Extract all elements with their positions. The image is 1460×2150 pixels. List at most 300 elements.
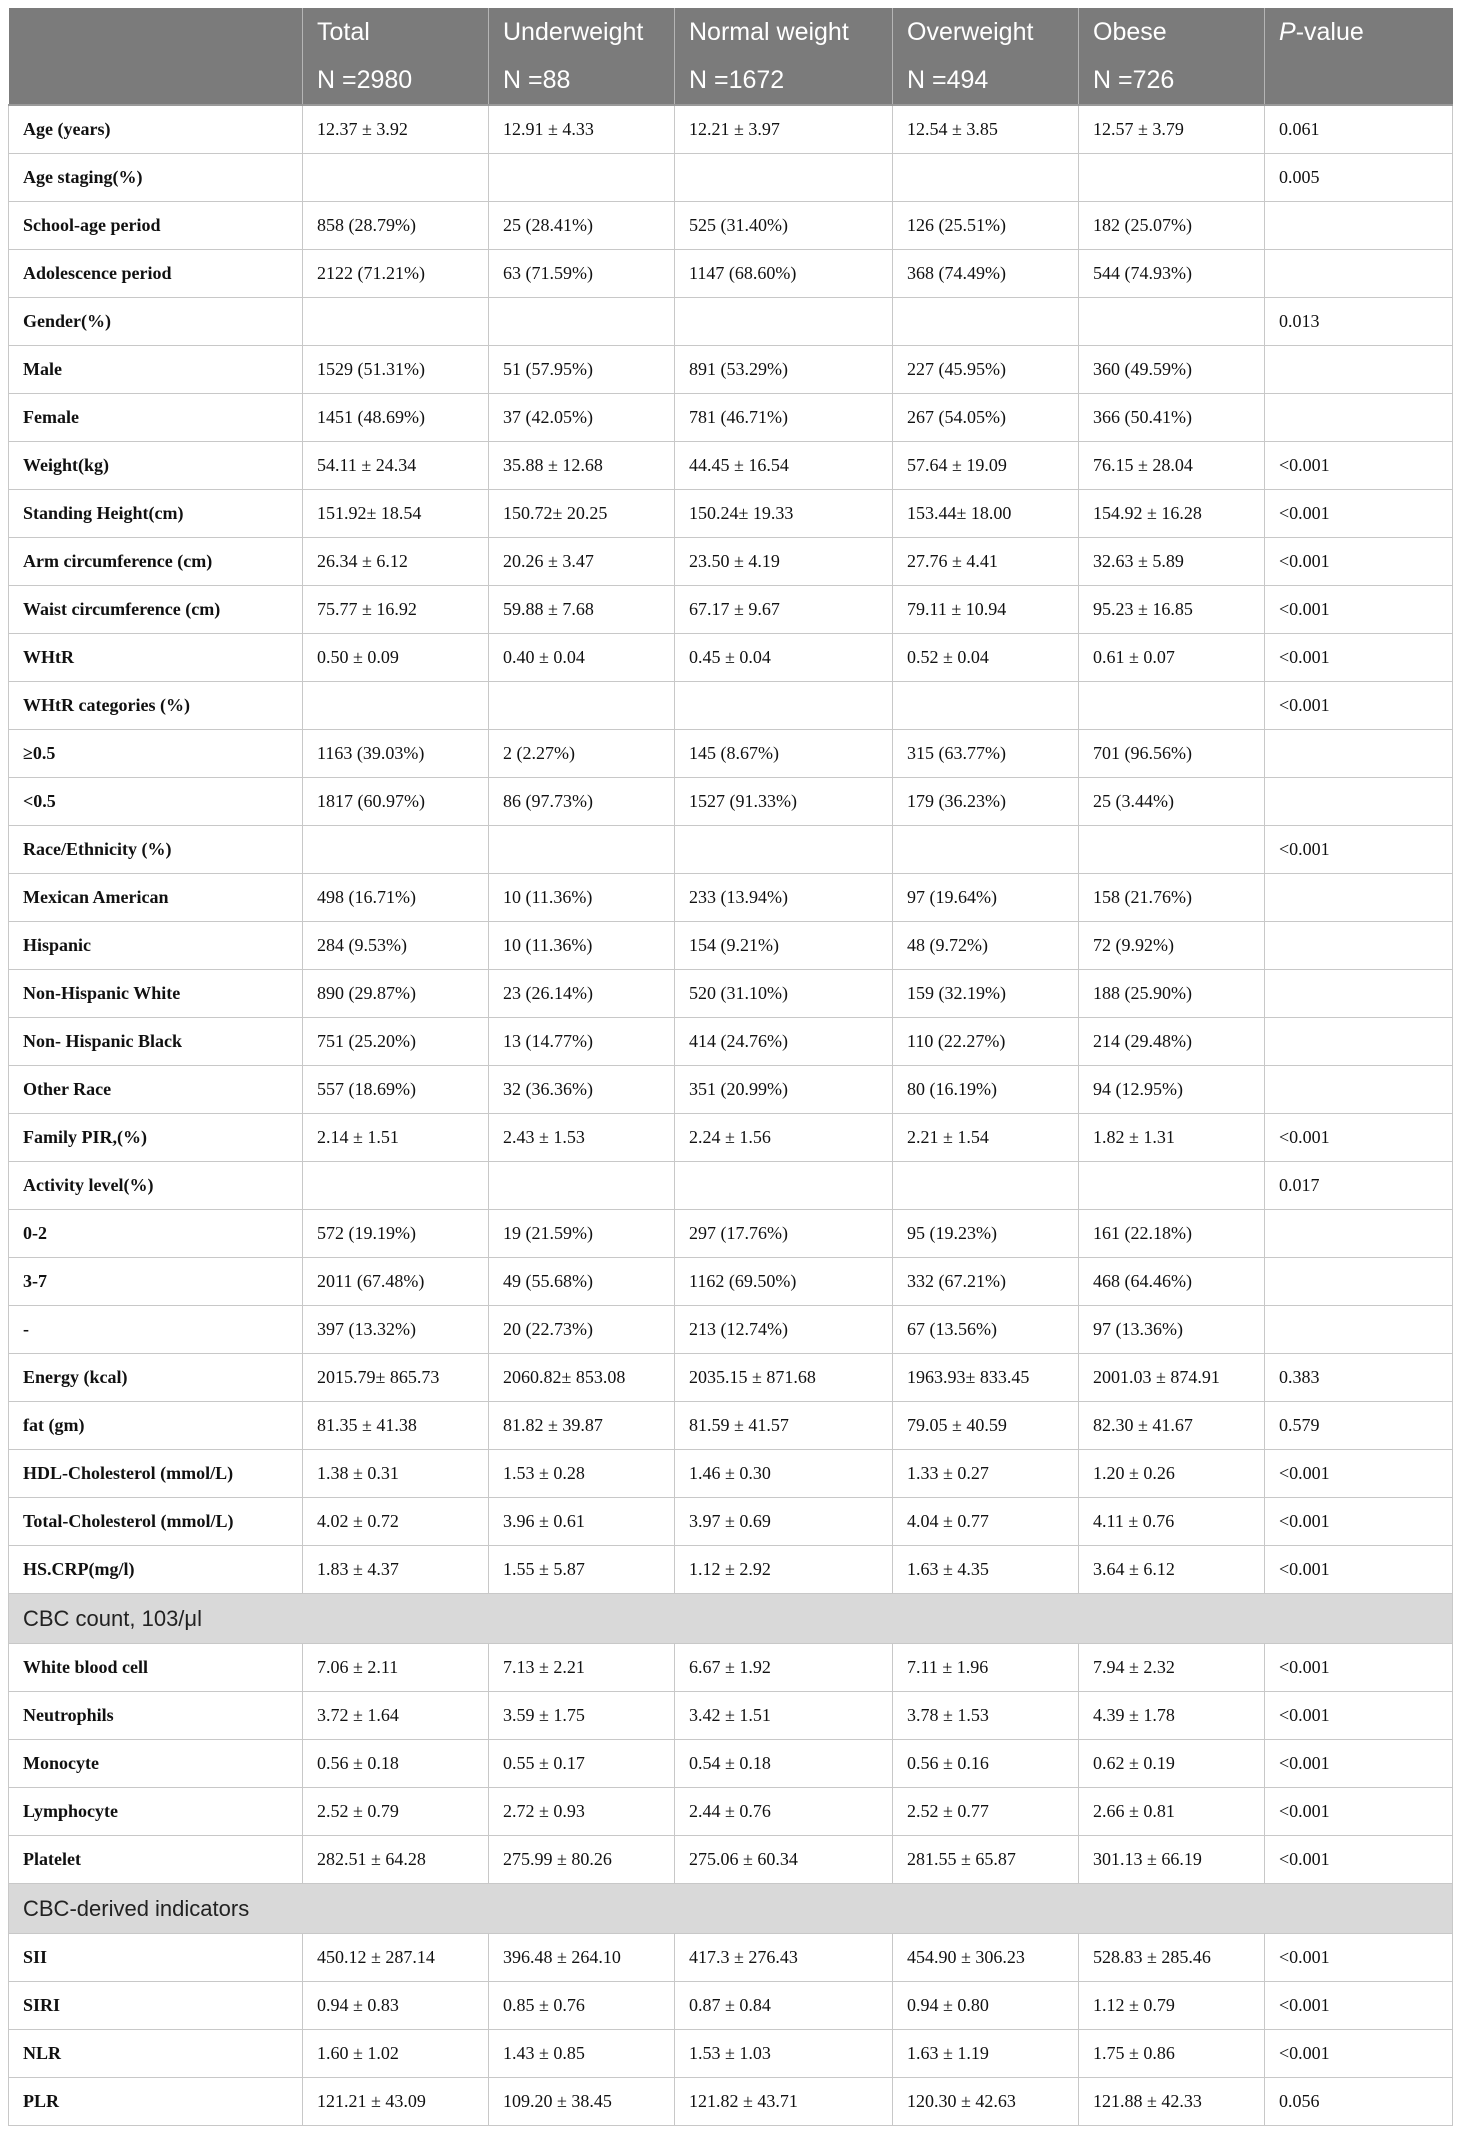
- table-cell: 1.46 ± 0.30: [675, 1450, 893, 1498]
- table-cell: [1079, 826, 1265, 874]
- table-row: [9, 1450, 1453, 1498]
- table-cell: [1079, 1162, 1265, 1210]
- table-cell: [303, 298, 489, 346]
- table-row: [9, 1114, 1453, 1162]
- table-cell: 454.90 ± 306.23: [893, 1934, 1079, 1982]
- p-letter: P: [1279, 17, 1296, 46]
- table-cell: 0.62 ± 0.19: [1079, 1740, 1265, 1788]
- table-cell: 1527 (91.33%): [675, 778, 893, 826]
- row-label: Race/Ethnicity (%): [9, 826, 303, 874]
- table-cell: 63 (71.59%): [489, 250, 675, 298]
- table-cell: 3.64 ± 6.12: [1079, 1546, 1265, 1594]
- table-cell: 315 (63.77%): [893, 730, 1079, 778]
- table-cell: 110 (22.27%): [893, 1018, 1079, 1066]
- table-row: [9, 778, 1453, 826]
- row-label: HS.CRP(mg/l): [9, 1546, 303, 1594]
- table-cell: 182 (25.07%): [1079, 202, 1265, 250]
- table-row: [9, 394, 1453, 442]
- table-cell: 75.77 ± 16.92: [303, 586, 489, 634]
- table-cell: [303, 154, 489, 202]
- table-cell: 32.63 ± 5.89: [1079, 538, 1265, 586]
- table-cell: 67.17 ± 9.67: [675, 586, 893, 634]
- table-cell: 158 (21.76%): [1079, 874, 1265, 922]
- row-label: Hispanic: [9, 922, 303, 970]
- p-value-cell: [1265, 346, 1453, 394]
- p-value-cell: 0.061: [1265, 105, 1453, 154]
- table-cell: 7.06 ± 2.11: [303, 1644, 489, 1692]
- p-value-cell: <0.001: [1265, 490, 1453, 538]
- table-row: [9, 1982, 1453, 2030]
- p-value-cell: 0.013: [1265, 298, 1453, 346]
- table-cell: 1.33 ± 0.27: [893, 1450, 1079, 1498]
- table-cell: 214 (29.48%): [1079, 1018, 1265, 1066]
- table-cell: 121.21 ± 43.09: [303, 2078, 489, 2126]
- table-cell: 3.42 ± 1.51: [675, 1692, 893, 1740]
- table-cell: 0.87 ± 0.84: [675, 1982, 893, 2030]
- table-cell: [489, 298, 675, 346]
- table-cell: 54.11 ± 24.34: [303, 442, 489, 490]
- table-cell: 275.99 ± 80.26: [489, 1836, 675, 1884]
- row-label: Activity level(%): [9, 1162, 303, 1210]
- table-cell: 282.51 ± 64.28: [303, 1836, 489, 1884]
- table-cell: 1.12 ± 2.92: [675, 1546, 893, 1594]
- table-cell: 0.85 ± 0.76: [489, 1982, 675, 2030]
- table-cell: 1163 (39.03%): [303, 730, 489, 778]
- section-row: [9, 1594, 1453, 1644]
- row-label: Waist circumference (cm): [9, 586, 303, 634]
- table-cell: 1529 (51.31%): [303, 346, 489, 394]
- table-cell: 120.30 ± 42.63: [893, 2078, 1079, 2126]
- table-cell: 12.91 ± 4.33: [489, 105, 675, 154]
- table-cell: 0.56 ± 0.18: [303, 1740, 489, 1788]
- header-row-counts: [9, 56, 1453, 105]
- p-value-cell: 0.005: [1265, 154, 1453, 202]
- table-cell: 97 (13.36%): [1079, 1306, 1265, 1354]
- table-row: [9, 250, 1453, 298]
- p-value-cell: <0.001: [1265, 1498, 1453, 1546]
- table-row: [9, 1788, 1453, 1836]
- table-cell: 450.12 ± 287.14: [303, 1934, 489, 1982]
- section-label: CBC-derived indicators: [9, 1884, 1453, 1934]
- table-cell: 81.59 ± 41.57: [675, 1402, 893, 1450]
- p-value-cell: [1265, 970, 1453, 1018]
- table-cell: 154 (9.21%): [675, 922, 893, 970]
- p-value-cell: [1265, 250, 1453, 298]
- header-cell-overweight: Overweight: [893, 8, 1079, 56]
- table-cell: 67 (13.56%): [893, 1306, 1079, 1354]
- table-cell: 332 (67.21%): [893, 1258, 1079, 1306]
- table-row: [9, 970, 1453, 1018]
- table-cell: 890 (29.87%): [303, 970, 489, 1018]
- row-label: WHtR categories (%): [9, 682, 303, 730]
- table-cell: 72 (9.92%): [1079, 922, 1265, 970]
- table-row: [9, 1836, 1453, 1884]
- count-cell-underweight: N =88: [489, 56, 675, 105]
- p-value-cell: [1265, 730, 1453, 778]
- table-cell: 227 (45.95%): [893, 346, 1079, 394]
- header-cell-total: Total: [303, 8, 489, 56]
- table-row: [9, 154, 1453, 202]
- count-cell-p-value: [1265, 56, 1453, 105]
- table-cell: 2.43 ± 1.53: [489, 1114, 675, 1162]
- table-cell: [675, 1162, 893, 1210]
- row-label: -: [9, 1306, 303, 1354]
- table-cell: 153.44± 18.00: [893, 490, 1079, 538]
- table-cell: 1.63 ± 1.19: [893, 2030, 1079, 2078]
- header-cell-obese: Obese: [1079, 8, 1265, 56]
- table-cell: [303, 1162, 489, 1210]
- count-cell-obese: N =726: [1079, 56, 1265, 105]
- p-value-cell: <0.001: [1265, 1450, 1453, 1498]
- table-cell: 151.92± 18.54: [303, 490, 489, 538]
- table-cell: 20 (22.73%): [489, 1306, 675, 1354]
- row-label: Energy (kcal): [9, 1354, 303, 1402]
- table-cell: 414 (24.76%): [675, 1018, 893, 1066]
- p-value-cell: <0.001: [1265, 682, 1453, 730]
- table-cell: 10 (11.36%): [489, 922, 675, 970]
- row-label: Gender(%): [9, 298, 303, 346]
- header-cell-empty: [9, 8, 303, 56]
- table-cell: 94 (12.95%): [1079, 1066, 1265, 1114]
- table-cell: 35.88 ± 12.68: [489, 442, 675, 490]
- table-cell: 275.06 ± 60.34: [675, 1836, 893, 1884]
- table-cell: 6.67 ± 1.92: [675, 1644, 893, 1692]
- table-cell: 1451 (48.69%): [303, 394, 489, 442]
- table-cell: 13 (14.77%): [489, 1018, 675, 1066]
- table-cell: 20.26 ± 3.47: [489, 538, 675, 586]
- table-cell: 1147 (68.60%): [675, 250, 893, 298]
- table-cell: 213 (12.74%): [675, 1306, 893, 1354]
- table-cell: 48 (9.72%): [893, 922, 1079, 970]
- table-cell: 2 (2.27%): [489, 730, 675, 778]
- p-value-cell: 0.383: [1265, 1354, 1453, 1402]
- p-value-cell: <0.001: [1265, 1692, 1453, 1740]
- row-label: Other Race: [9, 1066, 303, 1114]
- table-cell: 19 (21.59%): [489, 1210, 675, 1258]
- table-cell: 0.52 ± 0.04: [893, 634, 1079, 682]
- p-value-cell: [1265, 1306, 1453, 1354]
- p-value-cell: <0.001: [1265, 442, 1453, 490]
- data-table-container: [8, 8, 1452, 2126]
- table-cell: [893, 682, 1079, 730]
- table-cell: 81.35 ± 41.38: [303, 1402, 489, 1450]
- row-label: Age (years): [9, 105, 303, 154]
- table-row: [9, 1354, 1453, 1402]
- table-cell: 2.52 ± 0.77: [893, 1788, 1079, 1836]
- row-label: NLR: [9, 2030, 303, 2078]
- table-row: [9, 442, 1453, 490]
- table-cell: 95.23 ± 16.85: [1079, 586, 1265, 634]
- table-cell: 1.55 ± 5.87: [489, 1546, 675, 1594]
- row-label: Non-Hispanic White: [9, 970, 303, 1018]
- row-label: Non- Hispanic Black: [9, 1018, 303, 1066]
- p-value-cell: <0.001: [1265, 586, 1453, 634]
- table-cell: 57.64 ± 19.09: [893, 442, 1079, 490]
- table-cell: 179 (36.23%): [893, 778, 1079, 826]
- table-row: [9, 538, 1453, 586]
- count-cell-empty: [9, 56, 303, 105]
- p-value-cell: <0.001: [1265, 1934, 1453, 1982]
- table-cell: 2.44 ± 0.76: [675, 1788, 893, 1836]
- table-cell: 525 (31.40%): [675, 202, 893, 250]
- p-value-cell: [1265, 394, 1453, 442]
- table-cell: 528.83 ± 285.46: [1079, 1934, 1265, 1982]
- table-cell: 49 (55.68%): [489, 1258, 675, 1306]
- table-row: [9, 730, 1453, 778]
- table-cell: 233 (13.94%): [675, 874, 893, 922]
- table-cell: 121.82 ± 43.71: [675, 2078, 893, 2126]
- table-cell: 368 (74.49%): [893, 250, 1079, 298]
- table-cell: 366 (50.41%): [1079, 394, 1265, 442]
- table-cell: 397 (13.32%): [303, 1306, 489, 1354]
- row-label: Standing Height(cm): [9, 490, 303, 538]
- table-cell: 7.11 ± 1.96: [893, 1644, 1079, 1692]
- table-cell: 3.78 ± 1.53: [893, 1692, 1079, 1740]
- table-cell: 498 (16.71%): [303, 874, 489, 922]
- table-row: [9, 105, 1453, 154]
- row-label: SII: [9, 1934, 303, 1982]
- table-cell: 150.72± 20.25: [489, 490, 675, 538]
- p-value-cell: <0.001: [1265, 1546, 1453, 1594]
- table-row: [9, 1306, 1453, 1354]
- row-label: Male: [9, 346, 303, 394]
- p-value-cell: [1265, 874, 1453, 922]
- table-row: [9, 1258, 1453, 1306]
- row-label: Family PIR,(%): [9, 1114, 303, 1162]
- p-value-cell: <0.001: [1265, 1114, 1453, 1162]
- table-cell: 1.12 ± 0.79: [1079, 1982, 1265, 2030]
- table-cell: [1079, 682, 1265, 730]
- table-row: [9, 1644, 1453, 1692]
- row-label: Platelet: [9, 1836, 303, 1884]
- table-cell: 23.50 ± 4.19: [675, 538, 893, 586]
- table-row: [9, 682, 1453, 730]
- row-label: HDL-Cholesterol (mmol/L): [9, 1450, 303, 1498]
- table-cell: 51 (57.95%): [489, 346, 675, 394]
- table-cell: 2060.82± 853.08: [489, 1354, 675, 1402]
- table-cell: 121.88 ± 42.33: [1079, 2078, 1265, 2126]
- p-value-cell: <0.001: [1265, 1982, 1453, 2030]
- table-cell: 86 (97.73%): [489, 778, 675, 826]
- table-cell: 351 (20.99%): [675, 1066, 893, 1114]
- table-cell: 4.11 ± 0.76: [1079, 1498, 1265, 1546]
- table-cell: 81.82 ± 39.87: [489, 1402, 675, 1450]
- table-cell: 0.94 ± 0.80: [893, 1982, 1079, 2030]
- row-label: Weight(kg): [9, 442, 303, 490]
- table-row: [9, 490, 1453, 538]
- row-label: Adolescence period: [9, 250, 303, 298]
- table-row: [9, 922, 1453, 970]
- table-header: [9, 8, 1453, 105]
- row-label: 0-2: [9, 1210, 303, 1258]
- row-label: Age staging(%): [9, 154, 303, 202]
- p-value-cell: <0.001: [1265, 1644, 1453, 1692]
- p-value-cell: <0.001: [1265, 538, 1453, 586]
- table-cell: 1.83 ± 4.37: [303, 1546, 489, 1594]
- table-cell: 161 (22.18%): [1079, 1210, 1265, 1258]
- table-row: [9, 346, 1453, 394]
- row-label: White blood cell: [9, 1644, 303, 1692]
- table-row: [9, 1934, 1453, 1982]
- count-cell-overweight: N =494: [893, 56, 1079, 105]
- table-cell: [489, 1162, 675, 1210]
- table-cell: 1.60 ± 1.02: [303, 2030, 489, 2078]
- table-cell: 417.3 ± 276.43: [675, 1934, 893, 1982]
- table-cell: 4.02 ± 0.72: [303, 1498, 489, 1546]
- table-cell: 1.53 ± 1.03: [675, 2030, 893, 2078]
- table-cell: 2001.03 ± 874.91: [1079, 1354, 1265, 1402]
- table-cell: 12.54 ± 3.85: [893, 105, 1079, 154]
- table-cell: 544 (74.93%): [1079, 250, 1265, 298]
- table-row: [9, 2030, 1453, 2078]
- table-cell: 2.14 ± 1.51: [303, 1114, 489, 1162]
- table-cell: 26.34 ± 6.12: [303, 538, 489, 586]
- row-label: SIRI: [9, 1982, 303, 2030]
- table-cell: 2.21 ± 1.54: [893, 1114, 1079, 1162]
- table-row: [9, 1498, 1453, 1546]
- table-cell: 267 (54.05%): [893, 394, 1079, 442]
- table-row: [9, 202, 1453, 250]
- table-cell: 154.92 ± 16.28: [1079, 490, 1265, 538]
- table-cell: [675, 154, 893, 202]
- table-cell: 79.11 ± 10.94: [893, 586, 1079, 634]
- table-cell: 44.45 ± 16.54: [675, 442, 893, 490]
- table-row: [9, 586, 1453, 634]
- table-row: [9, 874, 1453, 922]
- section-label: CBC count, 103/μl: [9, 1594, 1453, 1644]
- baseline-characteristics-table: [8, 8, 1453, 2126]
- table-row: [9, 1210, 1453, 1258]
- table-cell: 1.63 ± 4.35: [893, 1546, 1079, 1594]
- table-cell: 2.24 ± 1.56: [675, 1114, 893, 1162]
- table-cell: 82.30 ± 41.67: [1079, 1402, 1265, 1450]
- table-cell: 3.97 ± 0.69: [675, 1498, 893, 1546]
- row-label: Total-Cholesterol (mmol/L): [9, 1498, 303, 1546]
- table-cell: 572 (19.19%): [303, 1210, 489, 1258]
- table-cell: 32 (36.36%): [489, 1066, 675, 1114]
- table-cell: 468 (64.46%): [1079, 1258, 1265, 1306]
- row-label: WHtR: [9, 634, 303, 682]
- header-row-groups: [9, 8, 1453, 56]
- table-cell: [893, 826, 1079, 874]
- table-cell: 781 (46.71%): [675, 394, 893, 442]
- table-cell: 12.57 ± 3.79: [1079, 105, 1265, 154]
- p-value-cell: <0.001: [1265, 2030, 1453, 2078]
- table-row: [9, 826, 1453, 874]
- table-cell: 1.20 ± 0.26: [1079, 1450, 1265, 1498]
- table-cell: [893, 298, 1079, 346]
- table-row: [9, 1066, 1453, 1114]
- table-cell: 1162 (69.50%): [675, 1258, 893, 1306]
- table-cell: 4.04 ± 0.77: [893, 1498, 1079, 1546]
- table-cell: 25 (3.44%): [1079, 778, 1265, 826]
- table-cell: 145 (8.67%): [675, 730, 893, 778]
- table-cell: 701 (96.56%): [1079, 730, 1265, 778]
- table-row: [9, 2078, 1453, 2126]
- table-cell: 396.48 ± 264.10: [489, 1934, 675, 1982]
- table-cell: 188 (25.90%): [1079, 970, 1265, 1018]
- table-cell: 3.96 ± 0.61: [489, 1498, 675, 1546]
- table-cell: 0.50 ± 0.09: [303, 634, 489, 682]
- table-cell: 150.24± 19.33: [675, 490, 893, 538]
- table-cell: 1963.93± 833.45: [893, 1354, 1079, 1402]
- table-cell: 557 (18.69%): [303, 1066, 489, 1114]
- table-cell: [893, 1162, 1079, 1210]
- row-label: PLR: [9, 2078, 303, 2126]
- table-cell: 12.37 ± 3.92: [303, 105, 489, 154]
- table-cell: 126 (25.51%): [893, 202, 1079, 250]
- table-cell: 23 (26.14%): [489, 970, 675, 1018]
- table-cell: 12.21 ± 3.97: [675, 105, 893, 154]
- p-value-cell: [1265, 1018, 1453, 1066]
- row-label: fat (gm): [9, 1402, 303, 1450]
- table-cell: 95 (19.23%): [893, 1210, 1079, 1258]
- table-cell: [893, 154, 1079, 202]
- p-value-cell: [1265, 922, 1453, 970]
- row-label: Monocyte: [9, 1740, 303, 1788]
- table-cell: 0.54 ± 0.18: [675, 1740, 893, 1788]
- table-row: [9, 1546, 1453, 1594]
- table-cell: 297 (17.76%): [675, 1210, 893, 1258]
- header-cell-p-value: [1265, 8, 1453, 56]
- table-cell: 858 (28.79%): [303, 202, 489, 250]
- table-cell: 0.94 ± 0.83: [303, 1982, 489, 2030]
- table-cell: 27.76 ± 4.41: [893, 538, 1079, 586]
- table-row: [9, 1740, 1453, 1788]
- table-cell: [489, 154, 675, 202]
- table-cell: 10 (11.36%): [489, 874, 675, 922]
- table-cell: 520 (31.10%): [675, 970, 893, 1018]
- table-cell: [675, 298, 893, 346]
- table-cell: 2015.79± 865.73: [303, 1354, 489, 1402]
- p-value-cell: 0.579: [1265, 1402, 1453, 1450]
- table-cell: 37 (42.05%): [489, 394, 675, 442]
- row-label: Arm circumference (cm): [9, 538, 303, 586]
- table-cell: [303, 826, 489, 874]
- table-cell: 80 (16.19%): [893, 1066, 1079, 1114]
- table-cell: 751 (25.20%): [303, 1018, 489, 1066]
- table-cell: [1079, 154, 1265, 202]
- row-label: School-age period: [9, 202, 303, 250]
- p-value-cell: [1265, 1066, 1453, 1114]
- table-cell: 25 (28.41%): [489, 202, 675, 250]
- table-cell: 2035.15 ± 871.68: [675, 1354, 893, 1402]
- p-value-cell: <0.001: [1265, 1740, 1453, 1788]
- table-cell: 59.88 ± 7.68: [489, 586, 675, 634]
- row-label: Neutrophils: [9, 1692, 303, 1740]
- table-cell: 2.52 ± 0.79: [303, 1788, 489, 1836]
- table-cell: 1817 (60.97%): [303, 778, 489, 826]
- table-cell: 0.61 ± 0.07: [1079, 634, 1265, 682]
- table-cell: 1.82 ± 1.31: [1079, 1114, 1265, 1162]
- row-label: Lymphocyte: [9, 1788, 303, 1836]
- row-label: ≥0.5: [9, 730, 303, 778]
- table-cell: 1.75 ± 0.86: [1079, 2030, 1265, 2078]
- table-cell: 7.13 ± 2.21: [489, 1644, 675, 1692]
- table-cell: 159 (32.19%): [893, 970, 1079, 1018]
- table-cell: 97 (19.64%): [893, 874, 1079, 922]
- table-row: [9, 298, 1453, 346]
- table-cell: 4.39 ± 1.78: [1079, 1692, 1265, 1740]
- table-row: [9, 1018, 1453, 1066]
- p-value-suffix: -value: [1295, 17, 1364, 46]
- p-value-cell: <0.001: [1265, 634, 1453, 682]
- table-cell: 1.43 ± 0.85: [489, 2030, 675, 2078]
- table-cell: 7.94 ± 2.32: [1079, 1644, 1265, 1692]
- table-cell: 2.72 ± 0.93: [489, 1788, 675, 1836]
- table-body: [9, 105, 1453, 2126]
- table-cell: 284 (9.53%): [303, 922, 489, 970]
